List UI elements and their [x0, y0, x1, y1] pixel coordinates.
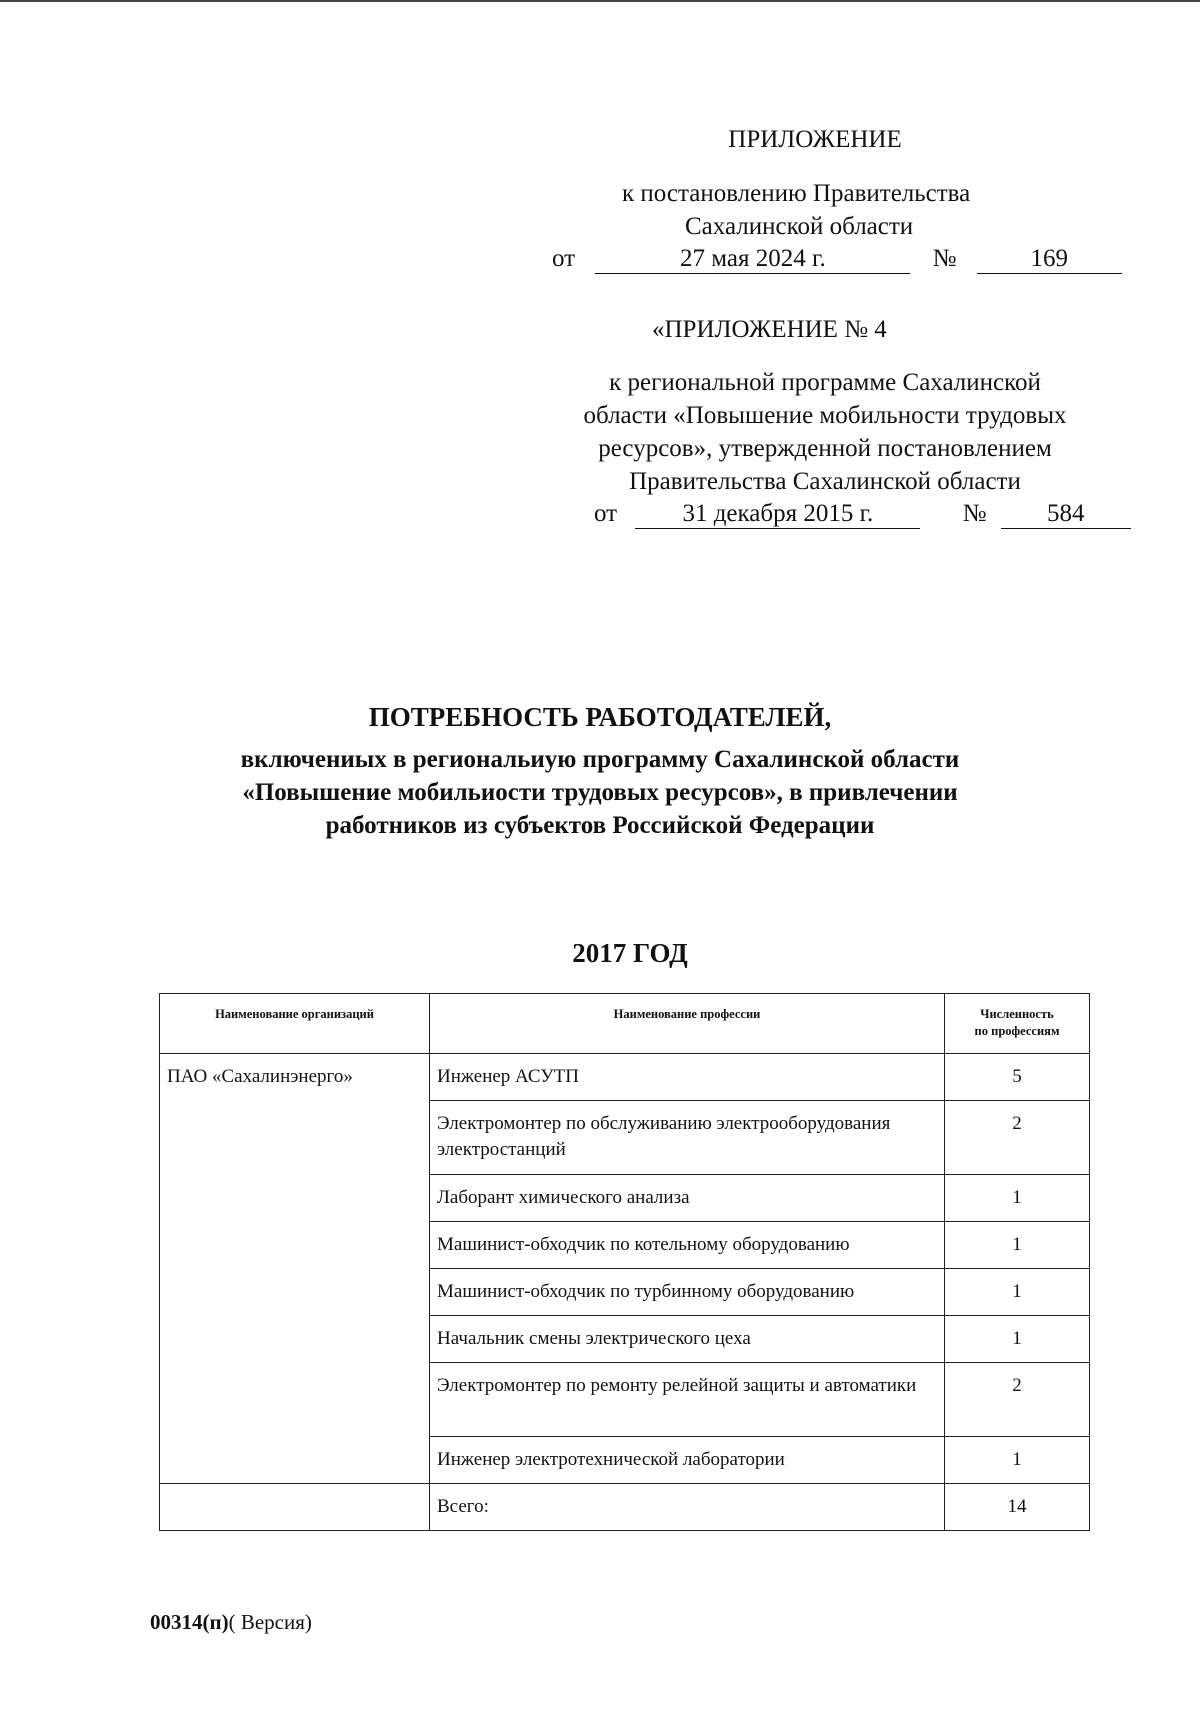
program-appendix-label: «ПРИЛОЖЕНИЕ № 4 — [652, 316, 887, 343]
table-row — [160, 1054, 1090, 1101]
header-count — [945, 994, 1090, 1054]
organization-cell-continued — [160, 1437, 430, 1484]
resolution-number: 169 — [977, 245, 1122, 274]
organization-cell-continued — [160, 1316, 430, 1363]
resolution-date-line — [552, 243, 1112, 275]
year-heading: 2017 ГОД — [572, 938, 688, 968]
organization-cell-continued — [160, 1101, 430, 1175]
document-subtitle-line-3: работников из субъектов Российской Федерации — [325, 812, 875, 839]
resolution-line-1: к постановлению Правительства — [622, 180, 971, 207]
table-row — [160, 1316, 1090, 1363]
count-cell: 1 — [945, 1437, 1090, 1484]
scan-top-edge — [0, 0, 1200, 2]
total-label: Всего: — [430, 1484, 945, 1531]
count-cell: 1 — [945, 1316, 1090, 1363]
program-appendix-line-1: к региональной программе Сахалинской — [609, 369, 1041, 396]
profession-cell: Машинист-обходчик по котельному оборудованию — [430, 1222, 945, 1269]
document-code-number: 00314(п) — [150, 1610, 229, 1634]
program-appendix-line-3: ресурсов», утвержденной постановлением — [598, 435, 1052, 462]
resolution-date: 27 мая 2024 г. — [595, 245, 910, 274]
program-number: 584 — [1001, 500, 1131, 529]
count-cell: 2 — [945, 1363, 1090, 1437]
total-empty-cell — [160, 1484, 430, 1531]
table-row — [160, 1222, 1090, 1269]
organization-cell-continued — [160, 1222, 430, 1269]
employer-needs-table — [159, 993, 1090, 1531]
organization-cell-continued — [160, 1269, 430, 1316]
document-subtitle-line-2: «Повышение мобильиости трудовых ресурсов», в привлечении — [242, 779, 958, 806]
table-header-row — [160, 994, 1090, 1054]
program-number-label: № — [962, 500, 987, 527]
header-profession: Наименование профессии — [430, 994, 945, 1054]
from-label: от — [552, 245, 576, 272]
count-cell: 2 — [945, 1101, 1090, 1175]
header-count-line-2: по профессиям — [974, 1024, 1060, 1038]
resolution-line-2: Сахалинской области — [685, 213, 914, 240]
appendix-label: ПРИЛОЖЕНИЕ — [728, 126, 902, 153]
table-row — [160, 1363, 1090, 1437]
profession-cell: Машинист-обходчик по турбинному оборудованию — [430, 1269, 945, 1316]
program-date: 31 декабря 2015 г. — [635, 500, 920, 529]
count-cell: 1 — [945, 1222, 1090, 1269]
profession-cell: Инженер АСУТП — [430, 1054, 945, 1101]
organization-cell-continued — [160, 1175, 430, 1222]
profession-cell: Начальник смены электрического цеха — [430, 1316, 945, 1363]
header-count-line-1: Численность — [980, 1007, 1054, 1021]
document-code — [150, 1610, 550, 1635]
profession-cell: Лаборант химического анализа — [430, 1175, 945, 1222]
organization-cell-continued — [160, 1363, 430, 1437]
table-row — [160, 1101, 1090, 1175]
program-appendix-line-4: Правительства Сахалинской области — [629, 468, 1021, 495]
table-row — [160, 1437, 1090, 1484]
header-organization: Наименование организаций — [160, 994, 430, 1054]
count-cell: 1 — [945, 1269, 1090, 1316]
organization-cell: ПАО «Сахалинэнерго» — [160, 1054, 430, 1101]
profession-cell: Электромонтер по ремонту релейной защиты и автоматики — [430, 1363, 945, 1437]
table-total-row — [160, 1484, 1090, 1531]
program-date-line — [594, 498, 1154, 530]
number-label: № — [932, 245, 957, 272]
document-title: ПОТРЕБНОСТЬ РАБОТОДАТЕЛЕЙ, — [368, 702, 832, 732]
total-count: 14 — [945, 1484, 1090, 1531]
table-row — [160, 1175, 1090, 1222]
profession-cell: Электромонтер по обслуживанию электрооборудования электростанций — [430, 1101, 945, 1175]
document-subtitle-line-1: включениых в региональиую программу Сахалинской области — [240, 746, 960, 773]
table-row — [160, 1269, 1090, 1316]
count-cell: 1 — [945, 1175, 1090, 1222]
count-cell: 5 — [945, 1054, 1090, 1101]
document-version: ( Версия) — [228, 1610, 312, 1634]
program-from-label: от — [594, 500, 618, 527]
profession-cell: Инженер электротехнической лаборатории — [430, 1437, 945, 1484]
program-appendix-line-2: области «Повышение мобильности трудовых — [583, 402, 1067, 429]
